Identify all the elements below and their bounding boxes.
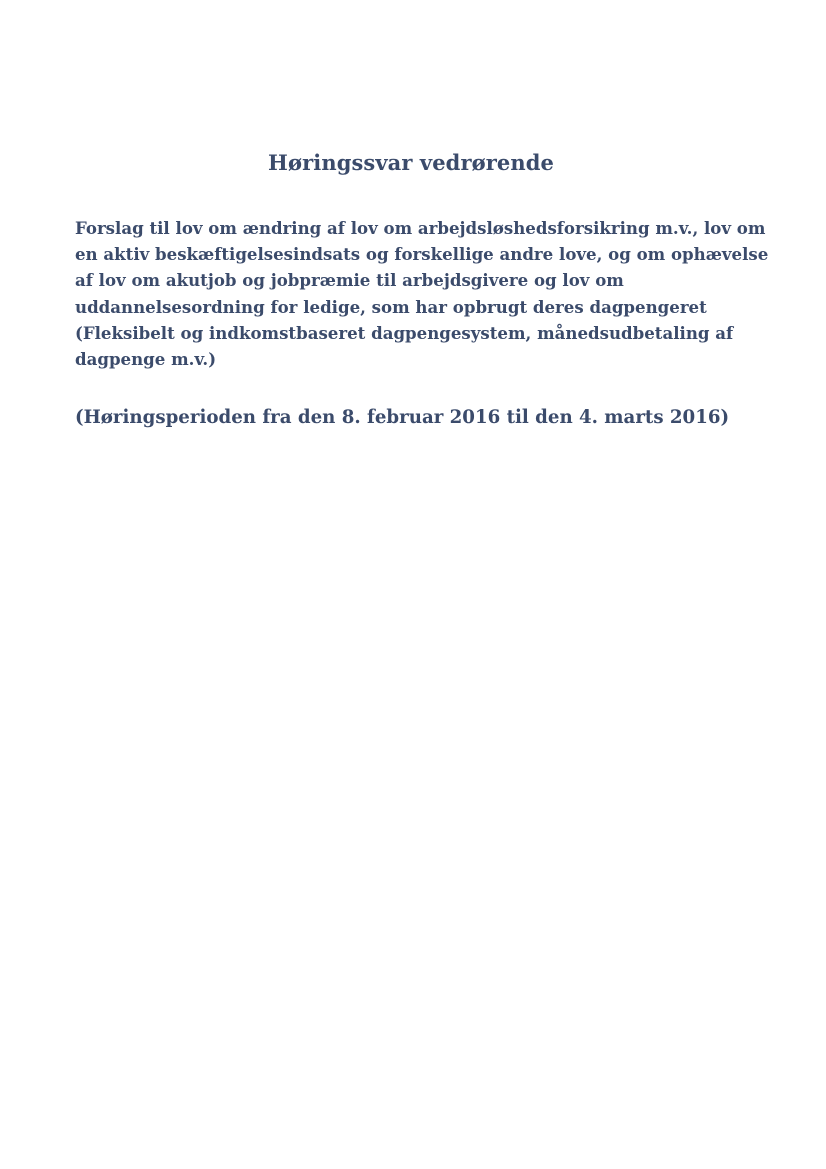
proposal-line: dagpenge m.v.) <box>75 349 217 370</box>
proposal-line: (Fleksibelt og indkomstbaseret dagpengesystem, månedsudbetaling af <box>75 322 734 343</box>
proposal-line: uddannelsesordning for ledige, som har opbrugt deres dagpengeret <box>75 296 707 317</box>
proposal-line: Forslag til lov om ændring af lov om arbejdsløshedsforsikring m.v., lov om <box>75 218 766 238</box>
proposal-description <box>75 215 769 372</box>
proposal-line: en aktiv beskæftigelsesindsats og forskellige andre love, og om ophævelse <box>75 244 769 265</box>
document-title: Høringssvar vedrørende <box>268 150 554 175</box>
proposal-line: af lov om akutjob og jobpræmie til arbejdsgivere og lov om <box>75 270 624 291</box>
consultation-period: (Høringsperioden fra den 8. februar 2016 til den 4. marts 2016) <box>75 407 730 428</box>
